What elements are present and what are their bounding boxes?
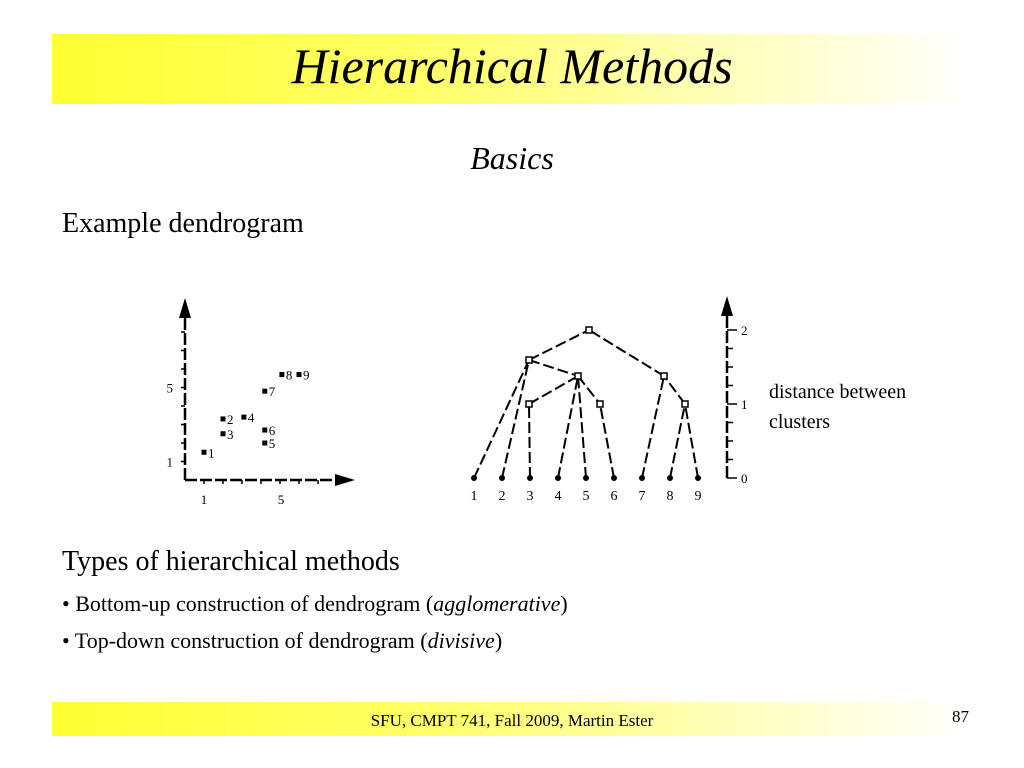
scatter-point-6 [262,428,267,433]
dendrogram-merge-node [597,401,603,407]
scatter-point-9 [297,372,302,377]
dendrogram-leaf-4 [555,475,561,481]
y-tick-label: 1 [166,454,173,470]
footer-text: SFU, CMPT 741, Fall 2009, Martin Ester [370,711,654,730]
scatter-point-label: 1 [208,445,215,461]
scatter-point-7 [262,389,267,394]
dendrogram-leaf-5 [583,475,589,481]
scatter-point-label: 2 [227,411,234,427]
dendrogram-link [664,376,685,404]
scatter-plot [140,290,370,520]
scatter-point-label: 5 [268,436,276,451]
dendrogram-link [642,376,664,478]
distance-axis-label: 0 [741,471,748,486]
dendrogram-link [578,376,586,478]
distance-annotation: distance between clusters [769,381,907,433]
dendrogram-link [502,360,529,478]
dendrogram-merge-node [575,373,581,379]
dendrogram-link [558,376,578,478]
dendrogram-leaf-label: 7 [638,489,646,504]
dendrogram-leaf-label: 9 [694,489,702,504]
x-tick-label: 5 [277,492,285,507]
dendrogram-link [529,330,589,360]
scatter-point-3 [221,431,226,436]
scatter-point-2 [221,416,226,421]
dendrogram-link [589,330,664,376]
dendrogram-leaf-label: 4 [554,489,562,504]
dendrogram-leaf-label: 6 [610,489,618,504]
bullet-bottom-up-text: • Bottom-up construction of dendrogram ( [62,591,434,616]
scatter-point-label: 3 [227,426,234,442]
distance-axis-arrow [721,296,733,316]
section-heading-example: Example dendrogram [62,208,304,239]
dendrogram-leaf-label: 1 [470,489,478,504]
distance-axis-label: 1 [741,397,748,412]
dendrogram-leaf-2 [499,475,505,481]
dendrogram-link [529,360,578,376]
scatter-point-8 [279,372,284,377]
section-heading-types: Types of hierarchical methods [62,546,400,577]
dendrogram-leaf-1 [471,475,477,481]
scatter-point-label: 6 [268,423,276,439]
bullet-top-down-text: • Top-down construction of dendrogram ( [62,628,428,653]
dendrogram-leaf-8 [667,475,673,481]
bullet-bottom-up-close: ) [560,591,568,616]
dendrogram-link [670,404,685,478]
dendrogram-leaf-9 [695,475,701,481]
dendrogram-merge-node [526,401,532,407]
bullet-top-down [62,627,502,655]
dendrogram-merge-node [526,357,532,363]
dendrogram-link [685,404,698,478]
dendrogram-leaf-label: 8 [666,489,674,504]
scatter-point-5 [262,441,267,446]
dendrogram-leaf-7 [639,475,645,481]
page-number: 87 [952,707,969,726]
dendrogram-link [578,376,600,404]
slide-title: Hierarchical Methods [291,38,733,94]
bullet-top-down-term: divisive [427,628,495,653]
scatter-point-4 [241,415,246,420]
scatter-point-label: 7 [268,384,276,400]
scatter-point-1 [202,450,207,455]
dendrogram [455,290,765,520]
dendrogram-leaf-6 [611,475,617,481]
dendrogram-link [529,376,578,404]
dendrogram-merge-node [586,327,592,333]
dendrogram-merge-node [682,401,688,407]
dendrogram-link [474,360,529,478]
bullet-bottom-up [62,590,568,618]
dendrogram-link [600,404,614,478]
dendrogram-leaf-label: 3 [526,489,534,504]
dendrogram-leaf-3 [527,475,533,481]
y-axis-arrow [179,298,191,318]
scatter-point-label: 4 [247,410,255,426]
dendrogram-merge-node [661,373,667,379]
slide-subtitle: Basics [470,140,554,176]
x-tick-label: 1 [200,492,208,507]
bullet-bottom-up-term: agglomerative [433,591,561,616]
dendrogram-leaf-label: 5 [582,489,590,504]
distance-axis-label: 2 [741,323,748,338]
x-axis-arrow [335,474,355,486]
bullet-top-down-close: ) [494,628,503,653]
scatter-point-label: 9 [303,367,310,383]
dendrogram-link [529,404,530,478]
dendrogram-leaf-label: 2 [498,489,506,504]
scatter-point-label: 8 [285,367,293,383]
y-tick-label: 5 [166,380,173,396]
